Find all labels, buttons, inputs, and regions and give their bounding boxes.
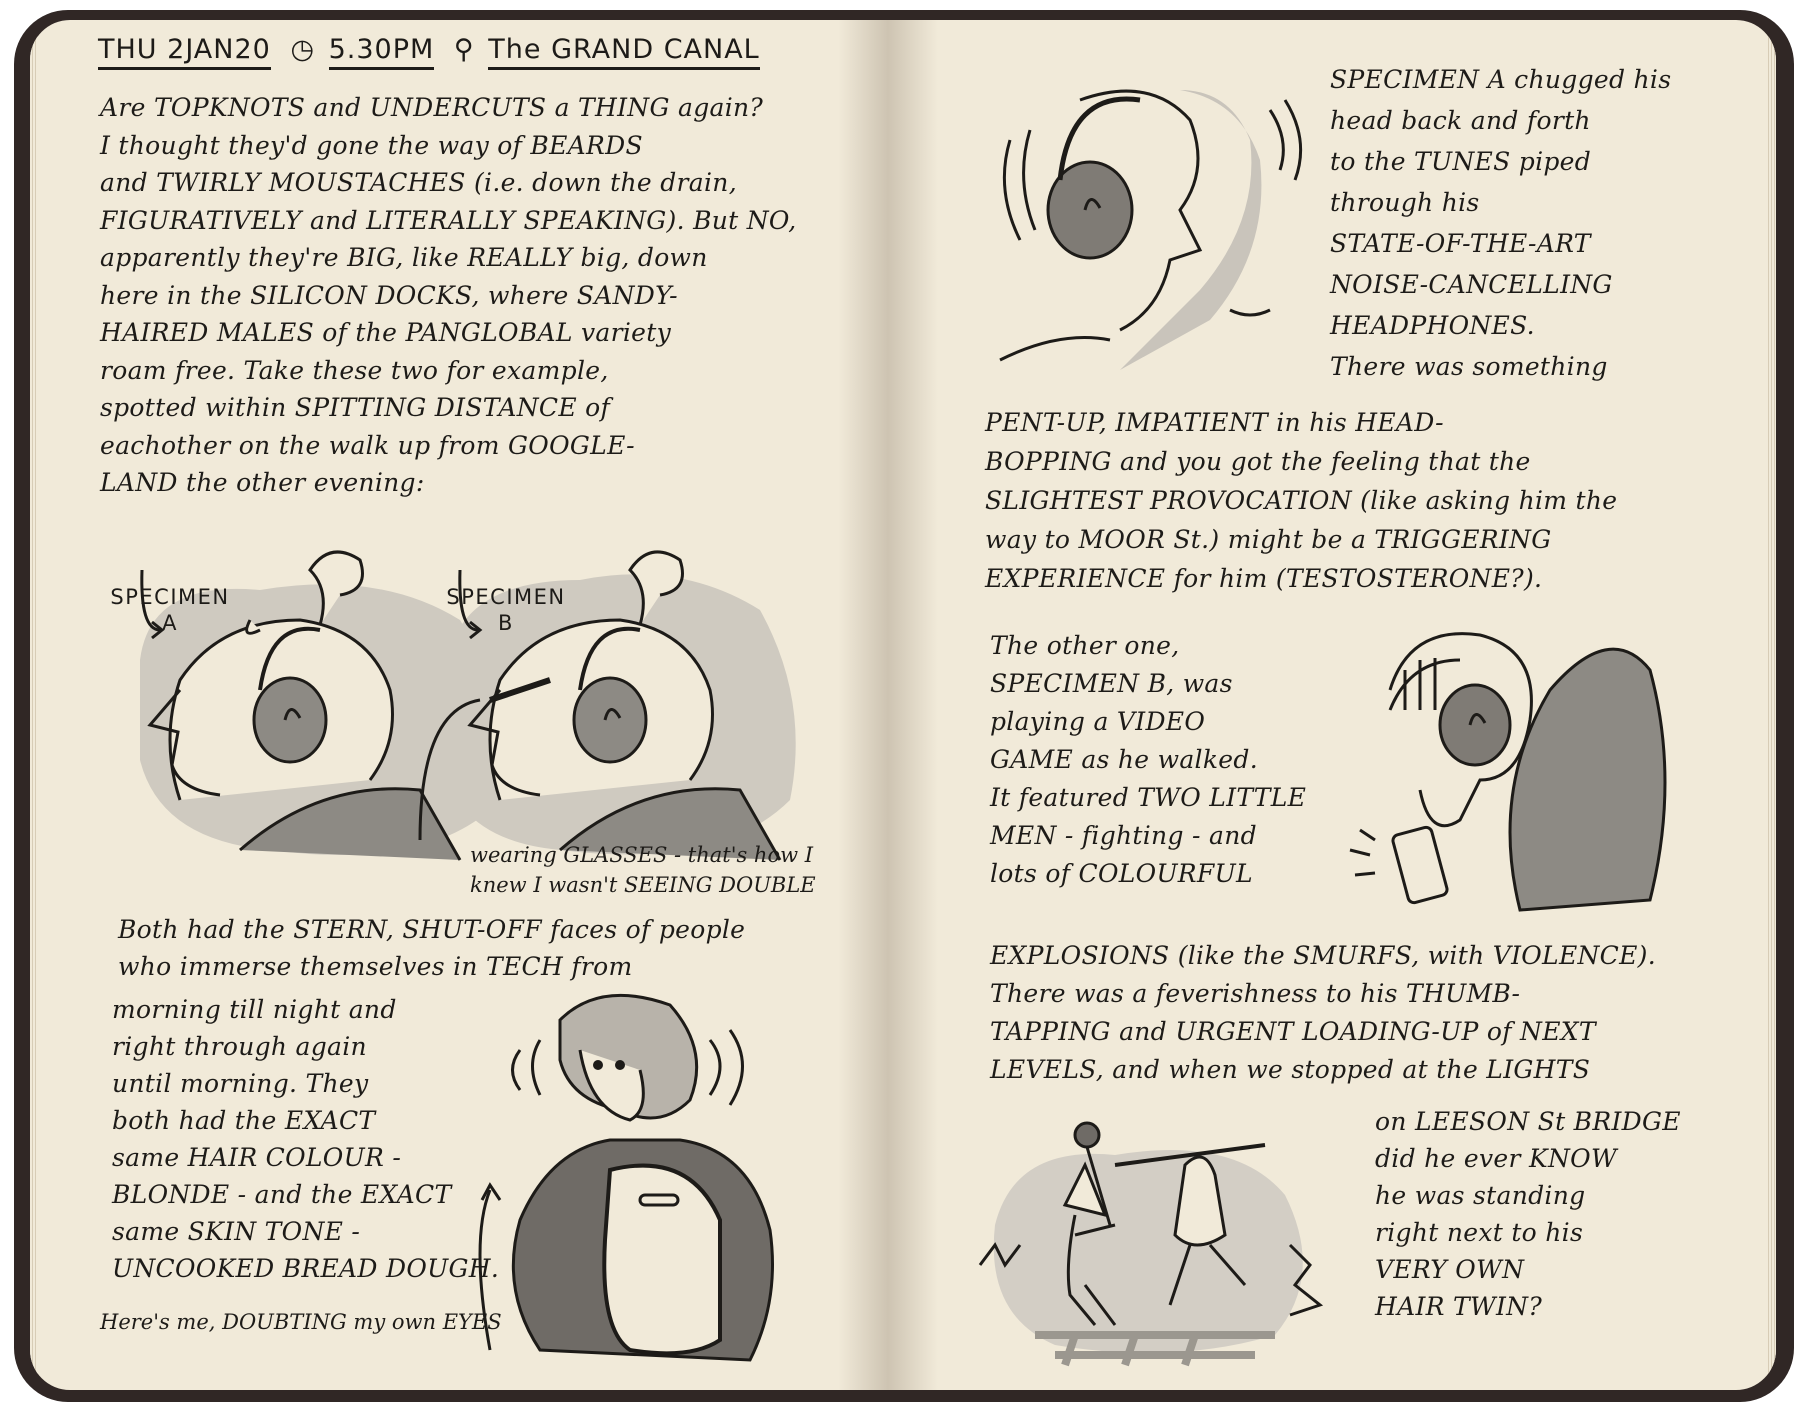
text-line: morning till night and [112,995,397,1024]
text-line: GAME as he walked. [990,745,1258,774]
page-edges [1768,20,1776,1390]
journal-header [98,34,770,70]
text-line: wearing GLASSES - that's how I [470,843,814,867]
text-line: playing a VIDEO [990,707,1206,736]
text-line: VERY OWN [1375,1255,1525,1284]
text-line: SLIGHTEST PROVOCATION (like asking him the [985,486,1618,515]
text-line: UNCOOKED BREAD DOUGH. [112,1254,500,1283]
text-line: LAND the other evening: [100,468,425,497]
entry-location: The GRAND CANAL [488,34,759,70]
text-line: way to MOOR St.) might be a TRIGGERING [985,525,1552,554]
text-line: until morning. They [112,1069,369,1098]
text-line: here in the SILICON DOCKS, where SANDY- [100,280,678,310]
text-line: eachother on the walk up from GOOGLE- [100,430,635,460]
text-line: roam free. Take these two for example, [100,355,609,385]
text-line: SPECIMEN A chugged his [1330,65,1672,94]
text-line: MEN - fighting - and [990,821,1257,850]
text-line: BLONDE - and the EXACT [112,1180,452,1209]
text-line: Both had the STERN, SHUT-OFF faces of people [118,915,746,944]
headbopping-illustration [1000,80,1310,380]
entry-time: 5.30PM [329,34,435,70]
clock-icon: ◷ [290,34,315,65]
text-line: Are TOPKNOTS and UNDERCUTS a THING again? [100,93,764,122]
text-line: who immerse themselves in TECH from [118,952,633,981]
self-caption: Here's me, DOUBTING my own EYES [100,1310,502,1334]
video-game-fight-illustration [975,1105,1335,1365]
text-line: There was something [1330,352,1608,381]
specimen-b-label: SPECIMEN B [446,585,566,635]
text-line: right through again [112,1032,367,1061]
text-line: and TWIRLY MOUSTACHES (i.e. down the drain, [100,168,737,197]
text-line: same HAIR COLOUR - [112,1143,402,1172]
text-line: EXPLOSIONS (like the SMURFS, with VIOLENCE). [990,941,1656,970]
text-line: The other one, [990,631,1180,660]
text-line: lots of COLOURFUL [990,859,1253,888]
text-line: right next to his [1375,1218,1584,1247]
text-line: STATE-OF-THE-ART [1330,229,1591,258]
page-edges [30,20,38,1390]
text-line: same SKIN TONE - [112,1217,361,1246]
text-line: HEADPHONES. [1330,311,1535,340]
text-line: to the TUNES piped [1330,147,1592,176]
location-pin-icon: ⚲ [453,34,475,65]
text-line: apparently they're BIG, like REALLY big, down [100,243,708,272]
text-line: TAPPING and URGENT LOADING-UP of NEXT [990,1017,1596,1046]
text-line: head back and forth [1330,106,1591,135]
text-line: I thought they'd gone the way of BEARDS [100,130,643,160]
text-line: knew I wasn't SEEING DOUBLE [470,873,816,897]
entry-date: THU 2JAN20 [98,34,271,70]
text-line: It featured TWO LITTLE [990,783,1307,812]
text-line: both had the EXACT [112,1106,376,1135]
text-line: There was a feverishness to his THUMB- [990,979,1521,1008]
text-line: spotted within SPITTING DISTANCE of [100,393,611,422]
text-line: HAIR TWIN? [1375,1292,1543,1321]
text-line: SPECIMEN B, was [990,669,1233,698]
text-line: on LEESON St BRIDGE [1375,1107,1681,1136]
self-portrait-illustration [480,990,810,1370]
text-line: did he ever KNOW [1375,1144,1617,1173]
text-line: BOPPING and you got the feeling that the [985,447,1531,476]
text-line: EXPERIENCE for him (TESTOSTERONE?). [985,564,1543,593]
specimen-a-label: SPECIMEN A [110,585,230,635]
text-line: FIGURATIVELY and LITERALLY SPEAKING). But NO, [100,205,797,235]
text-line: through his [1330,188,1480,217]
text-line: HAIRED MALES of the PANGLOBAL variety [100,318,672,347]
text-line: LEVELS, and when we stopped at the LIGHTS [990,1055,1591,1084]
text-line: he was standing [1375,1181,1586,1210]
gamer-illustration [1350,630,1680,920]
text-line: PENT-UP, IMPATIENT in his HEAD- [985,408,1444,437]
text-line: NOISE-CANCELLING [1330,270,1613,299]
